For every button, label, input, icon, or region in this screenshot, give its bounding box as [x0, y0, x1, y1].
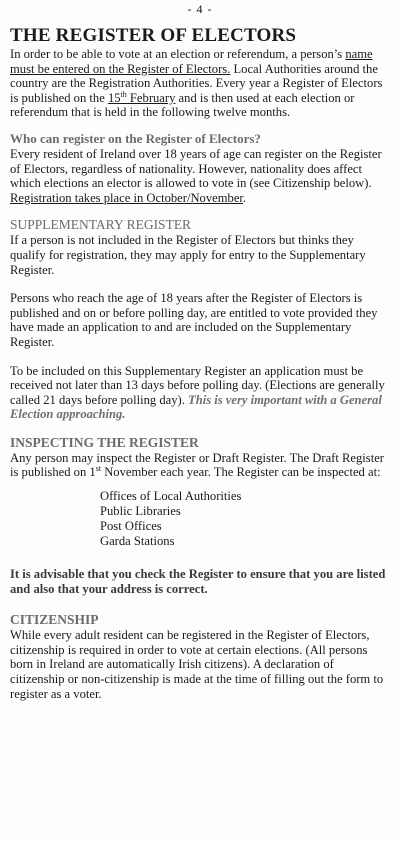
- who-heading: Who can register on the Register of Electors?: [10, 130, 261, 146]
- supplementary-paragraph-3: [10, 364, 390, 422]
- inspecting-paragraph: [10, 451, 390, 480]
- intro-text-a: In order to be able to vote at an election or referendum, a person’s: [10, 47, 346, 61]
- list-item: Post Offices: [100, 519, 162, 534]
- intro-date-suffix: th: [120, 89, 127, 99]
- who-text-end: .: [242, 190, 247, 205]
- intro-date: [108, 91, 175, 105]
- inspecting-heading: INSPECTING THE REGISTER: [10, 434, 199, 450]
- supplementary-heading: SUPPLEMENTARY REGISTER: [10, 217, 192, 233]
- who-text: Every resident of Ireland over 18 years of age can register on the Register of Electors, regardless of nationality. However, nationality does affect which elections an elector is allowed to vote in (see Citizenship below).: [10, 146, 382, 191]
- intro-text-c: and is then used at each election or referendum that is held in the following twelve months.: [10, 90, 355, 120]
- intro-date-day: 15: [107, 90, 121, 105]
- supplementary-paragraph-1: If a person is not included in the Register of Electors but thinks they qualify for registration, they may apply for entry to the Supplementary Register.: [10, 233, 366, 277]
- supplementary-emphasis: This is very important with a General Election approaching.: [10, 392, 382, 422]
- list-item: Public Libraries: [100, 504, 181, 519]
- advice-paragraph: It is advisable that you check the Register to ensure that you are listed and also that your address is correct.: [10, 567, 386, 596]
- page-title: THE REGISTER OF ELECTORS: [10, 25, 297, 46]
- supplementary-text: To be included on this Supplementary Register an application must be received not later than 13 days before polling day. (Elections are generally called 21 days before polling day).: [10, 363, 385, 407]
- who-underlined-text: Registration takes place in October/November: [10, 190, 243, 205]
- intro-date-month: February: [126, 90, 176, 105]
- inspecting-text-b: November each year. The Register can be inspected at:: [101, 465, 381, 480]
- supplementary-paragraph-2: Persons who reach the age of 18 years after the Register of Electors is published and on or before polling day, are entitled to vote provided they have made an application to and are included on the Supplementary Register.: [10, 291, 378, 349]
- inspecting-date-suffix: st: [95, 464, 102, 474]
- inspecting-text-a: Any person may inspect the Register or Draft Register. The Draft Register is published on 1: [10, 450, 384, 480]
- intro-underlined-text: name must be entered on the Register of Electors.: [10, 47, 373, 76]
- page-number: - 4 -: [187, 2, 213, 16]
- intro-paragraph: [10, 47, 390, 120]
- list-item: Offices of Local Authorities: [100, 489, 242, 504]
- citizenship-paragraph: While every adult resident can be registered in the Register of Electors, citizenship is required in order to vote at certain elections. (All persons born in Ireland are automatically Irish citizens). A declaration of citizenship or non-citizenship is made at the time of filling out the form to register as a voter.: [10, 628, 384, 701]
- inspection-locations-list: [100, 489, 390, 549]
- citizenship-heading: CITIZENSHIP: [10, 612, 99, 628]
- intro-text-b: Local Authorities around the country are the Registration Authorities. Every year a Register of Electors is published on the: [10, 61, 383, 105]
- who-paragraph: [10, 147, 390, 205]
- list-item: Garda Stations: [100, 534, 175, 549]
